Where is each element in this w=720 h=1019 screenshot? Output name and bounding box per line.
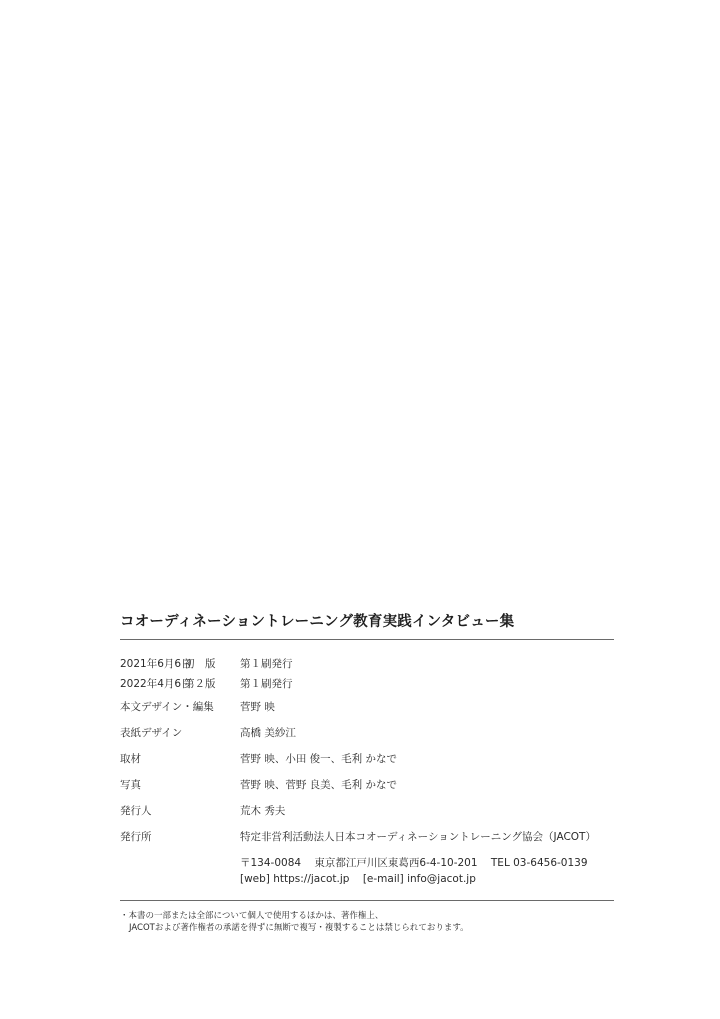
credit-role: 本文デザイン・編集 (120, 701, 214, 713)
credit-row-publisher (120, 803, 614, 829)
credit-row-interview (120, 751, 614, 777)
credit-value: 菅野 映、小田 俊一、毛利 かなで (240, 753, 398, 765)
email-address: [e-mail] info@jacot.jp (362, 873, 476, 885)
credit-value: 菅野 映 (240, 701, 275, 713)
credit-row-design-editing (120, 699, 614, 725)
edition-row (120, 674, 293, 694)
credit-role: 写真 (120, 779, 141, 791)
website-url: [web] https://jacot.jp (240, 873, 350, 885)
credit-value: 特定非営利活動法人日本コオーディネーショントレーニング協会（JACOT） (240, 831, 596, 843)
credit-value: 高橋 美紗江 (240, 727, 296, 739)
credit-role: 発行人 (120, 805, 152, 817)
credit-row-photography (120, 777, 614, 803)
credit-row-cover-design (120, 725, 614, 751)
credit-value: 菅野 映、菅野 良美、毛利 かなで (240, 779, 398, 791)
notice-line: JACOTおよび著作権者の承諾を得ずに無断で複写・複製することは禁じられております。 (129, 923, 469, 933)
notice-divider (120, 900, 614, 901)
colophon (120, 612, 614, 933)
edition-date: 2021年6月6日 (120, 658, 192, 670)
edition-printing: 第１刷発行 (240, 678, 293, 690)
book-title: コオーディネーショントレーニング教育実践インタビュー集 (120, 614, 515, 630)
credit-value: 荒木 秀夫 (240, 805, 286, 817)
edition-history (120, 654, 293, 694)
credit-role: 発行所 (120, 831, 152, 843)
contact-line (240, 871, 588, 887)
credit-role: 表紙デザイン (120, 727, 183, 739)
phone-number: TEL 03-6456-0139 (490, 857, 588, 869)
address-line (240, 855, 588, 871)
credit-row-publishing-office (120, 829, 614, 855)
edition-version: 第２版 (184, 678, 216, 690)
edition-printing: 第１刷発行 (240, 658, 293, 670)
copyright-notice (120, 910, 469, 934)
credit-role: 取材 (120, 753, 141, 765)
edition-date: 2022年4月6日 (120, 678, 192, 690)
title-divider (120, 639, 614, 640)
credits-list (120, 699, 614, 855)
street-address: 東京都江戸川区東葛西6-4-10-201 (314, 857, 478, 869)
edition-version: 初 版 (184, 658, 216, 670)
publisher-address (240, 855, 588, 887)
notice-line: ・本書の一部または全部について個人で使用するほかは、著作権上、 (120, 911, 384, 921)
postal-code: 〒134-0084 (240, 857, 302, 869)
edition-row (120, 654, 293, 674)
